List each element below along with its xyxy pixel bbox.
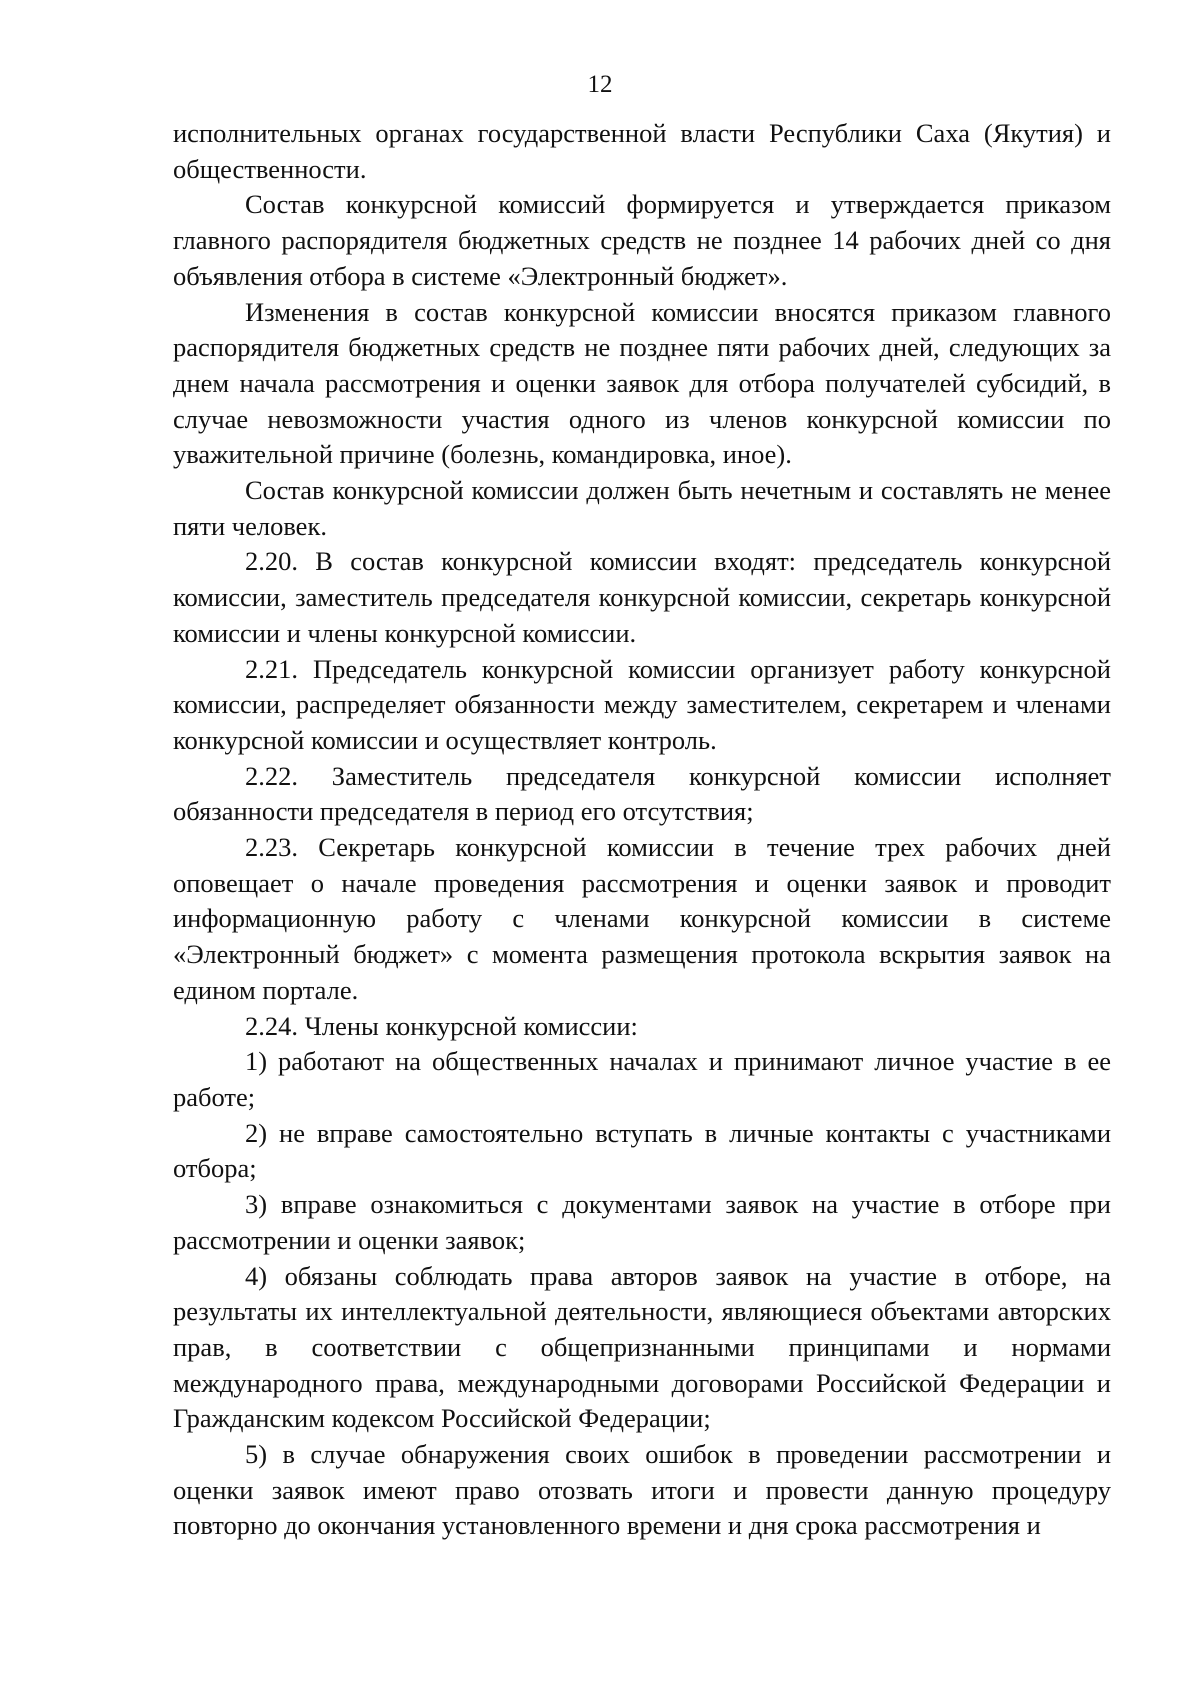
paragraph-2-22: 2.22. Заместитель председателя конкурсной комиссии исполняет обязанности председателя в период его отсутствия; <box>173 760 1111 827</box>
paragraph-2-21: 2.21. Председатель конкурсной комиссии организует работу конкурсной комиссии, распределяет обязанности между заместителем, секретарем и членами конкурсной комиссии и осуществляет контроль. <box>173 653 1111 755</box>
list-item-4: 4) обязаны соблюдать права авторов заявок на участие в отборе, на результаты их интеллектуальной деятельности, являющиеся объектами авторских прав, в соответствии с общепризнанными принципами и нормами международного права, международными договорами Российской Федерации и Гражданским кодексом Российской Федерации; <box>173 1260 1111 1434</box>
list-item-5: 5) в случае обнаружения своих ошибок в проведении рассмотрении и оценки заявок имеют право отозвать итоги и провести данную процедуру повторно до окончания установленного времени и дня срока рассмотрения и <box>173 1439 1111 1541</box>
document-body <box>173 116 1111 1544</box>
list-item-2: 2) не вправе самостоятельно вступать в личные контакты с участниками отбора; <box>173 1117 1111 1184</box>
paragraph-2-24: 2.24. Члены конкурсной комиссии: <box>245 1010 638 1041</box>
paragraph-continuation: исполнительных органах государственной власти Республики Саха (Якутия) и общественности. <box>173 118 1111 184</box>
paragraph-2-23: 2.23. Секретарь конкурсной комиссии в течение трех рабочих дней оповещает о начале проведения рассмотрения и оценки заявок и проводит информационную работу с членами конкурсной комиссии в системе «Электронный бюджет» с момента размещения протокола вскрытия заявок на едином портале. <box>173 832 1111 1005</box>
list-item-1: 1) работают на общественных началах и принимают личное участие в ее работе; <box>173 1046 1111 1112</box>
paragraph-2-20: 2.20. В состав конкурсной комиссии входят: председатель конкурсной комиссии, заместитель председателя конкурсной комиссии, секретарь конкурсной комиссии и члены конкурсной комиссии. <box>173 546 1111 648</box>
paragraph-composition-changes: Изменения в состав конкурсной комиссии вносятся приказом главного распорядителя бюджетных средств не позднее пяти рабочих дней, следующих за днем начала рассмотрения и оценки заявок для отбора получателей субсидий, в случае невозможности участия одного из членов конкурсной комиссии по уважительной причине (болезнь, командировка, иное). <box>173 296 1111 470</box>
page-number: 12 <box>587 71 613 98</box>
list-item-3: 3) вправе ознакомиться с документами заявок на участие в отборе при рассмотрении и оценки заявок; <box>173 1189 1111 1255</box>
paragraph-commission-size: Состав конкурсной комиссии должен быть нечетным и составлять не менее пяти человек. <box>173 475 1111 541</box>
paragraph-commission-composition: Состав конкурсной комиссий формируется и утверждается приказом главного распорядителя бюджетных средств не позднее 14 рабочих дней со дня объявления отбора в системе «Электронный бюджет». <box>173 189 1111 291</box>
